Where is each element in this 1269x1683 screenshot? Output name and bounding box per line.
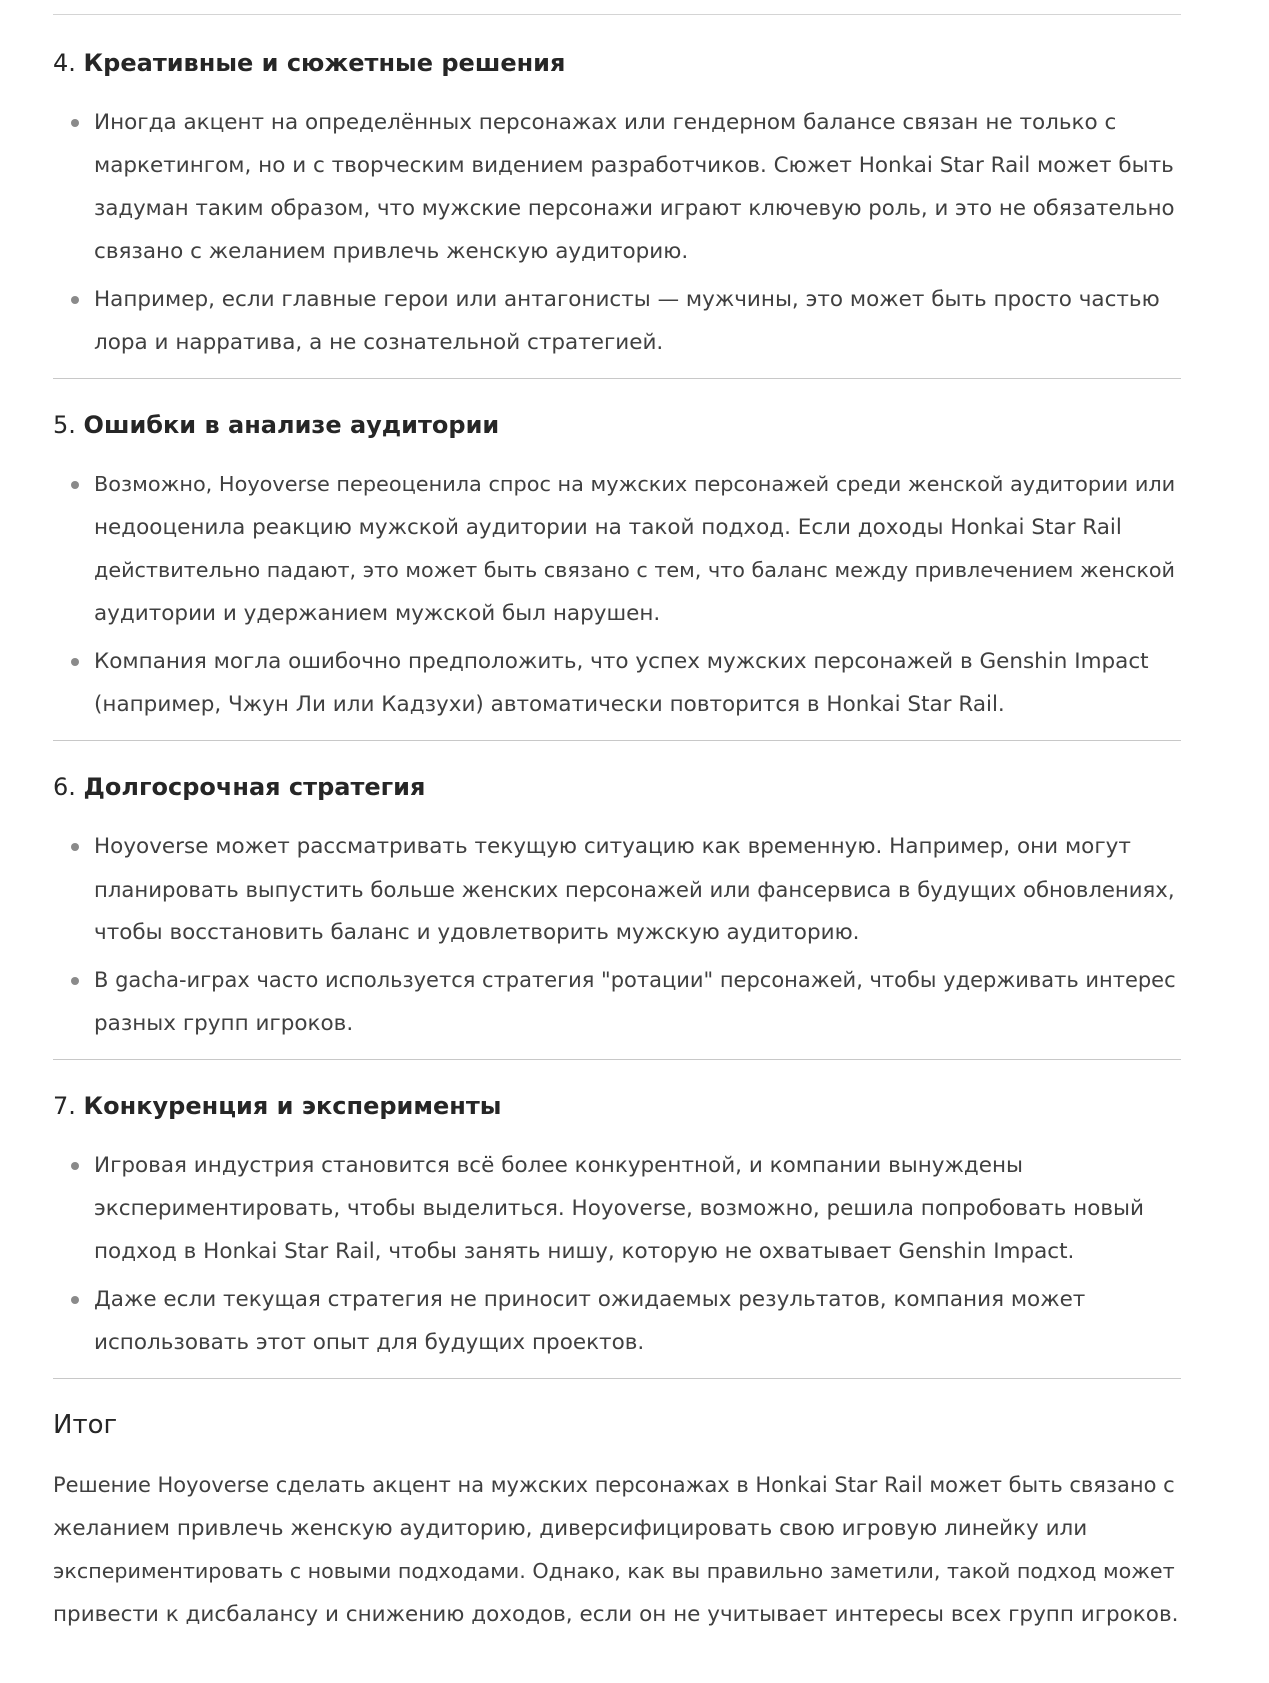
list-item-line: задуман таким образом, что мужские персонажи играют ключевую роль, и это не обязательно: [94, 196, 1175, 221]
divider: [53, 14, 1181, 15]
list-item-line: действительно падают, это может быть связано с тем, что баланс между привлечением женской: [94, 558, 1176, 582]
bullet-icon: [71, 658, 79, 666]
bullet-list: [53, 825, 1181, 1045]
bullet-icon: [71, 296, 79, 304]
section-number: 6.: [53, 773, 76, 801]
divider: [53, 378, 1181, 379]
list-item-line: Компания могла ошибочно предположить, что успех мужских персонажей в Genshin Impact: [94, 649, 1149, 674]
message-content: [53, 0, 1181, 1636]
section-7: [53, 1090, 1181, 1364]
summary-paragraph: [53, 1464, 1181, 1636]
list-item-line: Иногда акцент на определённых персонажах или гендерном балансе связан не только с: [94, 110, 1117, 135]
summary-section: [53, 1408, 1181, 1636]
section-title: Конкуренция и эксперименты: [83, 1092, 502, 1120]
list-item-line: недооценила реакцию мужской аудитории на такой подход. Если доходы Honkai Star Rail: [94, 515, 1122, 540]
section-number: 5.: [53, 411, 76, 439]
bullet-list: [53, 101, 1181, 364]
list-item-line: Даже если текущая стратегия не приносит ожидаемых результатов, компания может: [94, 1287, 1086, 1312]
list-item: [53, 101, 1181, 273]
list-item-line: планировать выпустить больше женских персонажей или фансервиса в будущих обновлениях,: [94, 877, 1175, 902]
divider: [53, 1378, 1181, 1379]
list-item-line: (например, Чжун Ли или Кадзухи) автоматически повторится в Honkai Star Rail.: [94, 692, 1005, 717]
list-item: [53, 959, 1181, 1045]
summary-line: экспериментировать с новыми подходами. Однако, как вы правильно заметили, такой подход может: [53, 1559, 1175, 1583]
divider: [53, 740, 1181, 741]
list-item-line: использовать этот опыт для будущих проектов.: [94, 1330, 645, 1355]
list-item-line: Возможно, Hoyoverse переоценила спрос на мужских персонажей среди женской аудитории или: [94, 472, 1176, 496]
section-number: 7.: [53, 1092, 76, 1120]
section-heading: [53, 1090, 1181, 1122]
summary-line: желанием привлечь женскую аудиторию, диверсифицировать свою игровую линейку или: [53, 1516, 1088, 1541]
list-item-line: маркетингом, но и с творческим видением разработчиков. Сюжет Honkai Star Rail может быть: [94, 153, 1174, 178]
section-number: 4.: [53, 49, 76, 77]
list-item-line: Например, если главные герои или антагонисты — мужчины, это может быть просто частью: [94, 287, 1160, 312]
list-item: [53, 825, 1181, 954]
section-5: [53, 409, 1181, 726]
list-item-line: аудитории и удержанием мужской был нарушен.: [94, 601, 661, 626]
section-6: [53, 771, 1181, 1045]
section-title: Ошибки в анализе аудитории: [83, 411, 500, 439]
bullet-icon: [71, 119, 79, 127]
divider: [53, 1059, 1181, 1060]
list-item-line: связано с желанием привлечь женскую аудиторию.: [94, 239, 689, 264]
bullet-icon: [71, 977, 79, 985]
list-item: [53, 1144, 1181, 1273]
summary-line: привести к дисбалансу и снижению доходов, если он не учитывает интересы всех групп игроков.: [53, 1602, 1179, 1627]
summary-line: Решение Hoyoverse сделать акцент на мужских персонажах в Honkai Star Rail может быть связано с: [53, 1473, 1175, 1497]
section-4: [53, 47, 1181, 364]
list-item-line: лора и нарратива, а не сознательной стратегией.: [94, 330, 664, 355]
section-heading: [53, 771, 1181, 803]
bullet-icon: [71, 481, 79, 489]
section-heading: [53, 47, 1181, 79]
list-item-line: В gacha-играх часто используется стратегия "ротации" персонажей, чтобы удерживать интерес: [94, 968, 1176, 992]
section-title: Креативные и сюжетные решения: [83, 49, 566, 77]
list-item: [53, 278, 1181, 364]
list-item: [53, 1278, 1181, 1364]
list-item-line: Hoyoverse может рассматривать текущую ситуацию как временную. Например, они могут: [94, 834, 1131, 859]
section-title: Долгосрочная стратегия: [83, 773, 426, 801]
list-item-line: Игровая индустрия становится всё более конкурентной, и компании вынуждены: [94, 1153, 1024, 1178]
list-item-line: подход в Honkai Star Rail, чтобы занять нишу, которую не охватывает Genshin Impact.: [94, 1239, 1075, 1264]
section-heading: [53, 409, 1181, 441]
summary-title: Итог: [53, 1410, 118, 1440]
bullet-list: [53, 463, 1181, 726]
list-item: [53, 640, 1181, 726]
list-item-line: чтобы восстановить баланс и удовлетворить мужскую аудиторию.: [94, 920, 860, 945]
bullet-list: [53, 1144, 1181, 1364]
bullet-icon: [71, 1296, 79, 1304]
bullet-icon: [71, 843, 79, 851]
list-item: [53, 463, 1181, 635]
list-item-line: разных групп игроков.: [94, 1011, 354, 1036]
bullet-icon: [71, 1162, 79, 1170]
list-item-line: экспериментировать, чтобы выделиться. Hoyoverse, возможно, решила попробовать новый: [94, 1196, 1144, 1221]
